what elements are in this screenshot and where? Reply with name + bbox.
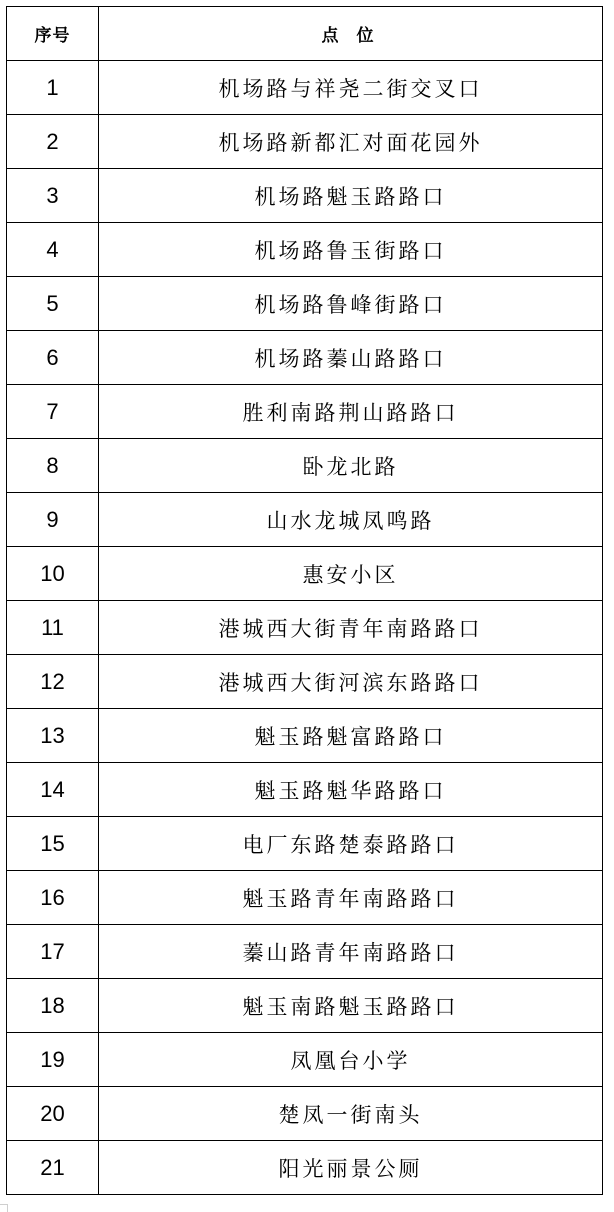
table-row: [7, 115, 603, 169]
row-number-cell: 17: [7, 925, 99, 979]
row-number-cell: 7: [7, 385, 99, 439]
row-location-cell: 机场路鲁峰街路口: [99, 277, 603, 331]
row-location-cell: 电厂东路楚泰路路口: [99, 817, 603, 871]
locations-table: [6, 6, 603, 1195]
table-row: [7, 871, 603, 925]
header-row: [7, 7, 603, 61]
table-row: [7, 223, 603, 277]
table-row: [7, 979, 603, 1033]
row-location-cell: 楚凤一街南头: [99, 1087, 603, 1141]
table-row: [7, 385, 603, 439]
row-location-cell: 港城西大街河滨东路路口: [99, 655, 603, 709]
row-location-cell: 机场路鲁玉街路口: [99, 223, 603, 277]
row-number-cell: 3: [7, 169, 99, 223]
row-location-cell: 机场路与祥尧二街交叉口: [99, 61, 603, 115]
row-number-cell: 14: [7, 763, 99, 817]
header-number: 序号: [7, 7, 99, 61]
table-row: [7, 547, 603, 601]
row-location-cell: 凤凰台小学: [99, 1033, 603, 1087]
row-number-cell: 8: [7, 439, 99, 493]
table-row: [7, 601, 603, 655]
row-location-cell: 山水龙城凤鸣路: [99, 493, 603, 547]
row-number-cell: 19: [7, 1033, 99, 1087]
row-location-cell: 魁玉路青年南路路口: [99, 871, 603, 925]
row-location-cell: 阳光丽景公厕: [99, 1141, 603, 1195]
table-row: [7, 439, 603, 493]
row-number-cell: 9: [7, 493, 99, 547]
row-number-cell: 6: [7, 331, 99, 385]
row-location-cell: 蓁山路青年南路路口: [99, 925, 603, 979]
row-location-cell: 机场路蓁山路路口: [99, 331, 603, 385]
table-row: [7, 1141, 603, 1195]
page-corner-mark: [0, 1204, 8, 1212]
table-header: [7, 7, 603, 61]
row-number-cell: 18: [7, 979, 99, 1033]
row-number-cell: 15: [7, 817, 99, 871]
table-row: [7, 925, 603, 979]
row-number-cell: 5: [7, 277, 99, 331]
header-location: 点 位: [99, 7, 603, 61]
table-row: [7, 817, 603, 871]
table-body: [7, 61, 603, 1195]
row-location-cell: 港城西大街青年南路路口: [99, 601, 603, 655]
table-row: [7, 1087, 603, 1141]
table-row: [7, 763, 603, 817]
table-row: [7, 1033, 603, 1087]
row-number-cell: 20: [7, 1087, 99, 1141]
table-row: [7, 331, 603, 385]
locations-table-container: [6, 6, 602, 1195]
table-row: [7, 169, 603, 223]
row-number-cell: 13: [7, 709, 99, 763]
table-row: [7, 61, 603, 115]
row-location-cell: 魁玉路魁华路路口: [99, 763, 603, 817]
row-location-cell: 魁玉路魁富路路口: [99, 709, 603, 763]
row-number-cell: 10: [7, 547, 99, 601]
row-location-cell: 卧龙北路: [99, 439, 603, 493]
row-number-cell: 21: [7, 1141, 99, 1195]
table-row: [7, 277, 603, 331]
row-number-cell: 1: [7, 61, 99, 115]
row-location-cell: 胜利南路荆山路路口: [99, 385, 603, 439]
row-location-cell: 机场路新都汇对面花园外: [99, 115, 603, 169]
row-location-cell: 机场路魁玉路路口: [99, 169, 603, 223]
row-number-cell: 12: [7, 655, 99, 709]
row-location-cell: 魁玉南路魁玉路路口: [99, 979, 603, 1033]
row-number-cell: 2: [7, 115, 99, 169]
row-number-cell: 4: [7, 223, 99, 277]
table-row: [7, 655, 603, 709]
table-row: [7, 493, 603, 547]
row-number-cell: 16: [7, 871, 99, 925]
row-number-cell: 11: [7, 601, 99, 655]
table-row: [7, 709, 603, 763]
row-location-cell: 惠安小区: [99, 547, 603, 601]
